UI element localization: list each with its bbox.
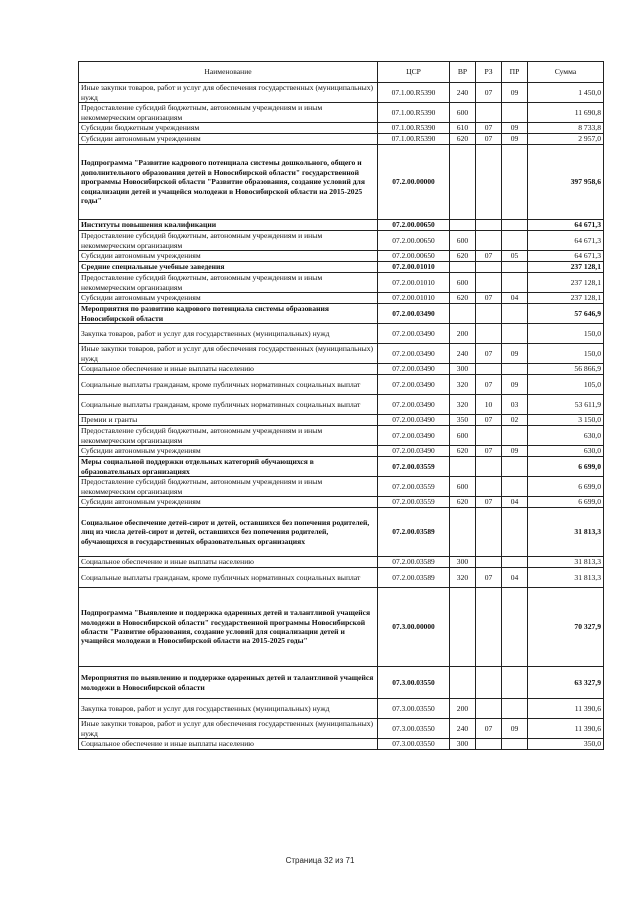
cell-pr (502, 667, 528, 699)
cell-vr (450, 508, 476, 557)
cell-name: Субсидии автономным учреждениям (79, 446, 378, 457)
cell-sum: 105,0 (528, 375, 604, 395)
cell-sum: 53 611,9 (528, 395, 604, 415)
header-name: Наименование (79, 62, 378, 83)
cell-vr: 600 (450, 426, 476, 446)
cell-vr: 620 (450, 251, 476, 262)
table-row (79, 497, 604, 508)
cell-name: Иные закупки товаров, работ и услуг для обеспечения государственных (муниципальных) нужд (79, 719, 378, 739)
cell-vr: 240 (450, 719, 476, 739)
table-row (79, 344, 604, 364)
cell-csr: 07.2.00.03490 (378, 304, 450, 324)
cell-vr (450, 304, 476, 324)
table-row (79, 415, 604, 426)
cell-pr: 03 (502, 395, 528, 415)
budget-document (78, 61, 603, 750)
cell-name: Иные закупки товаров, работ и услуг для обеспечения государственных (муниципальных) нужд (79, 344, 378, 364)
cell-pr: 02 (502, 415, 528, 426)
cell-vr: 320 (450, 375, 476, 395)
table-body (79, 83, 604, 750)
cell-rz (476, 739, 502, 750)
cell-csr: 07.2.00.03559 (378, 457, 450, 477)
cell-vr: 300 (450, 739, 476, 750)
cell-rz: 07 (476, 446, 502, 457)
cell-sum: 11 390,6 (528, 699, 604, 719)
cell-vr: 620 (450, 134, 476, 145)
cell-rz: 07 (476, 251, 502, 262)
cell-rz (476, 667, 502, 699)
cell-pr: 09 (502, 375, 528, 395)
cell-sum: 397 958,6 (528, 145, 604, 220)
cell-sum: 237 128,1 (528, 273, 604, 293)
cell-rz: 07 (476, 415, 502, 426)
cell-csr: 07.2.00.03589 (378, 557, 450, 568)
cell-pr: 04 (502, 568, 528, 588)
cell-name: Закупка товаров, работ и услуг для государственных (муниципальных) нужд (79, 324, 378, 344)
cell-rz (476, 273, 502, 293)
cell-pr (502, 103, 528, 123)
table-row (79, 273, 604, 293)
cell-pr (502, 231, 528, 251)
cell-pr (502, 699, 528, 719)
header-vr: ВР (450, 62, 476, 83)
cell-rz: 07 (476, 497, 502, 508)
cell-name: Социальные выплаты гражданам, кроме публичных нормативных социальных выплат (79, 375, 378, 395)
cell-rz (476, 477, 502, 497)
cell-vr: 350 (450, 415, 476, 426)
cell-vr: 620 (450, 446, 476, 457)
cell-vr: 240 (450, 83, 476, 103)
cell-sum: 350,0 (528, 739, 604, 750)
cell-csr: 07.1.00.R5390 (378, 123, 450, 134)
cell-pr: 05 (502, 251, 528, 262)
cell-pr (502, 262, 528, 273)
table-row (79, 739, 604, 750)
cell-pr (502, 273, 528, 293)
table-row (79, 251, 604, 262)
table-row (79, 364, 604, 375)
cell-vr: 600 (450, 273, 476, 293)
cell-name: Социальные выплаты гражданам, кроме публичных нормативных социальных выплат (79, 395, 378, 415)
cell-name: Субсидии автономным учреждениям (79, 293, 378, 304)
cell-sum: 630,0 (528, 426, 604, 446)
cell-sum: 64 671,3 (528, 220, 604, 231)
cell-pr: 09 (502, 344, 528, 364)
table-row (79, 667, 604, 699)
cell-rz: 07 (476, 293, 502, 304)
cell-sum: 630,0 (528, 446, 604, 457)
cell-csr: 07.1.00.R5390 (378, 103, 450, 123)
table-row (79, 134, 604, 145)
cell-pr (502, 364, 528, 375)
cell-csr: 07.1.00.R5390 (378, 134, 450, 145)
cell-csr: 07.3.00.00000 (378, 588, 450, 667)
table-row (79, 426, 604, 446)
cell-name: Средние специальные учебные заведения (79, 262, 378, 273)
table-row (79, 395, 604, 415)
cell-pr: 04 (502, 497, 528, 508)
cell-name: Субсидии бюджетным учреждениям (79, 123, 378, 134)
table-row (79, 293, 604, 304)
cell-sum: 31 813,3 (528, 508, 604, 557)
cell-name: Социальное обеспечение и иные выплаты населению (79, 364, 378, 375)
cell-sum: 6 699,0 (528, 497, 604, 508)
cell-rz (476, 304, 502, 324)
cell-name: Субсидии автономным учреждениям (79, 497, 378, 508)
cell-name: Мероприятия по развитию кадрового потенциала системы образования Новосибирской области (79, 304, 378, 324)
cell-rz (476, 231, 502, 251)
table-row (79, 557, 604, 568)
cell-csr: 07.2.00.03490 (378, 375, 450, 395)
cell-vr: 240 (450, 344, 476, 364)
cell-rz (476, 262, 502, 273)
cell-pr (502, 426, 528, 446)
cell-name: Субсидии автономным учреждениям (79, 251, 378, 262)
table-row (79, 103, 604, 123)
cell-name: Премии и гранты (79, 415, 378, 426)
cell-vr: 300 (450, 364, 476, 375)
cell-vr: 620 (450, 293, 476, 304)
cell-csr: 07.2.00.00650 (378, 251, 450, 262)
cell-vr (450, 588, 476, 667)
cell-rz: 07 (476, 83, 502, 103)
cell-pr (502, 508, 528, 557)
cell-csr: 07.2.00.00000 (378, 145, 450, 220)
cell-sum: 64 671,3 (528, 251, 604, 262)
cell-sum: 56 866,9 (528, 364, 604, 375)
table-row (79, 719, 604, 739)
cell-rz: 07 (476, 568, 502, 588)
cell-vr: 610 (450, 123, 476, 134)
cell-rz (476, 145, 502, 220)
cell-name: Социальное обеспечение и иные выплаты населению (79, 739, 378, 750)
cell-sum: 31 813,3 (528, 568, 604, 588)
cell-rz: 10 (476, 395, 502, 415)
cell-sum: 70 327,9 (528, 588, 604, 667)
table-row (79, 375, 604, 395)
cell-rz: 07 (476, 375, 502, 395)
table-row (79, 145, 604, 220)
cell-name: Мероприятия по выявлению и поддержке одаренных детей и талантливой учащейся молодежи в Новосибирской области (79, 667, 378, 699)
cell-vr: 600 (450, 477, 476, 497)
cell-name: Предоставление субсидий бюджетным, автономным учреждениям и иным некоммерческим организациям (79, 273, 378, 293)
table-row (79, 304, 604, 324)
cell-rz (476, 557, 502, 568)
cell-sum: 6 699,0 (528, 477, 604, 497)
cell-rz (476, 508, 502, 557)
cell-pr: 09 (502, 123, 528, 134)
cell-sum: 150,0 (528, 344, 604, 364)
table-header (79, 62, 604, 83)
cell-sum: 3 150,0 (528, 415, 604, 426)
cell-csr: 07.2.00.00650 (378, 220, 450, 231)
cell-pr (502, 739, 528, 750)
cell-sum: 8 733,8 (528, 123, 604, 134)
cell-name: Иные закупки товаров, работ и услуг для обеспечения государственных (муниципальных) нужд (79, 83, 378, 103)
cell-rz (476, 220, 502, 231)
cell-sum: 11 390,6 (528, 719, 604, 739)
cell-csr: 07.2.00.03589 (378, 568, 450, 588)
cell-csr: 07.3.00.03550 (378, 739, 450, 750)
cell-vr (450, 262, 476, 273)
cell-pr (502, 457, 528, 477)
cell-csr: 07.2.00.01010 (378, 273, 450, 293)
cell-csr: 07.2.00.03490 (378, 415, 450, 426)
cell-pr: 09 (502, 134, 528, 145)
cell-sum: 237 128,1 (528, 293, 604, 304)
page-number: Страница 32 из 71 (285, 856, 355, 865)
cell-csr: 07.2.00.03589 (378, 508, 450, 557)
cell-vr (450, 145, 476, 220)
cell-csr: 07.2.00.03490 (378, 324, 450, 344)
cell-name: Подпрограмма "Выявление и поддержка одаренных детей и талантливой учащейся молодежи в Новосибирской области" государственной программы Новосибирской области "Развитие образования, создание условий для социализации детей и учащейся молодежи в Новосибирской области на 2015-2025 годы" (79, 588, 378, 667)
cell-sum: 11 690,8 (528, 103, 604, 123)
cell-pr: 09 (502, 446, 528, 457)
header-rz: РЗ (476, 62, 502, 83)
cell-csr: 07.2.00.03490 (378, 426, 450, 446)
cell-pr (502, 324, 528, 344)
cell-rz (476, 588, 502, 667)
cell-sum: 57 646,9 (528, 304, 604, 324)
table-row (79, 508, 604, 557)
cell-vr: 320 (450, 395, 476, 415)
cell-csr: 07.3.00.03550 (378, 699, 450, 719)
table-row (79, 568, 604, 588)
cell-pr (502, 557, 528, 568)
cell-csr: 07.3.00.03550 (378, 667, 450, 699)
cell-pr (502, 588, 528, 667)
cell-csr: 07.2.00.00650 (378, 231, 450, 251)
cell-name: Предоставление субсидий бюджетным, автономным учреждениям и иным некоммерческим организациям (79, 103, 378, 123)
cell-sum: 6 699,0 (528, 457, 604, 477)
cell-name: Социальные выплаты гражданам, кроме публичных нормативных социальных выплат (79, 568, 378, 588)
cell-vr (450, 220, 476, 231)
cell-rz (476, 103, 502, 123)
table-row (79, 457, 604, 477)
table-row (79, 588, 604, 667)
cell-rz (476, 457, 502, 477)
cell-pr: 09 (502, 83, 528, 103)
cell-name: Закупка товаров, работ и услуг для государственных (муниципальных) нужд (79, 699, 378, 719)
cell-vr: 600 (450, 231, 476, 251)
cell-vr: 620 (450, 497, 476, 508)
cell-vr: 200 (450, 699, 476, 719)
table-row (79, 446, 604, 457)
cell-csr: 07.2.00.03559 (378, 477, 450, 497)
table-row (79, 220, 604, 231)
cell-csr: 07.2.00.03490 (378, 395, 450, 415)
cell-pr (502, 220, 528, 231)
cell-csr: 07.2.00.03490 (378, 446, 450, 457)
cell-name: Предоставление субсидий бюджетным, автономным учреждениям и иным некоммерческим организациям (79, 477, 378, 497)
cell-rz: 07 (476, 719, 502, 739)
cell-pr (502, 477, 528, 497)
cell-vr (450, 667, 476, 699)
cell-rz: 07 (476, 123, 502, 134)
cell-rz (476, 699, 502, 719)
cell-rz (476, 364, 502, 375)
cell-csr: 07.3.00.03550 (378, 719, 450, 739)
cell-vr (450, 457, 476, 477)
cell-name: Предоставление субсидий бюджетным, автономным учреждениям и иным некоммерческим организациям (79, 426, 378, 446)
cell-rz (476, 324, 502, 344)
cell-name: Меры социальной поддержки отдельных категорий обучающихся в образовательных организациях (79, 457, 378, 477)
header-csr: ЦСР (378, 62, 450, 83)
cell-sum: 237 128,1 (528, 262, 604, 273)
cell-csr: 07.2.00.03490 (378, 344, 450, 364)
cell-rz: 07 (476, 134, 502, 145)
cell-name: Субсидии автономным учреждениям (79, 134, 378, 145)
cell-rz: 07 (476, 344, 502, 364)
cell-vr: 600 (450, 103, 476, 123)
cell-sum: 2 957,0 (528, 134, 604, 145)
table-row (79, 123, 604, 134)
cell-name: Подпрограмма "Развитие кадрового потенциала системы дошкольного, общего и дополнительного образования детей в Новосибирской области" государственной программы Новосибирской области "Развитие образования, создание условий для социализации детей и учащейся молодежи в Новосибирской области на 2015-2025 годы" (79, 145, 378, 220)
cell-csr: 07.2.00.03490 (378, 364, 450, 375)
header-pr: ПР (502, 62, 528, 83)
cell-sum: 150,0 (528, 324, 604, 344)
cell-sum: 64 671,3 (528, 231, 604, 251)
cell-pr (502, 304, 528, 324)
cell-csr: 07.2.00.01010 (378, 262, 450, 273)
cell-vr: 320 (450, 568, 476, 588)
cell-csr: 07.2.00.01010 (378, 293, 450, 304)
cell-name: Социальное обеспечение детей-сирот и детей, оставшихся без попечения родителей, лиц из числа детей-сирот и детей, оставшихся без попечения родителей, обучающихся в государственных образовательных организациях (79, 508, 378, 557)
table-row (79, 262, 604, 273)
cell-csr: 07.1.00.R5390 (378, 83, 450, 103)
header-sum: Сумма (528, 62, 604, 83)
budget-table (78, 61, 604, 750)
cell-pr: 09 (502, 719, 528, 739)
table-row (79, 324, 604, 344)
cell-pr: 04 (502, 293, 528, 304)
cell-pr (502, 145, 528, 220)
cell-sum: 31 813,3 (528, 557, 604, 568)
cell-sum: 1 450,0 (528, 83, 604, 103)
cell-csr: 07.2.00.03559 (378, 497, 450, 508)
table-row (79, 83, 604, 103)
cell-vr: 200 (450, 324, 476, 344)
cell-sum: 63 327,9 (528, 667, 604, 699)
cell-vr: 300 (450, 557, 476, 568)
cell-name: Институты повышения квалификации (79, 220, 378, 231)
table-row (79, 699, 604, 719)
table-row (79, 231, 604, 251)
cell-name: Предоставление субсидий бюджетным, автономным учреждениям и иным некоммерческим организациям (79, 231, 378, 251)
table-row (79, 477, 604, 497)
cell-name: Социальное обеспечение и иные выплаты населению (79, 557, 378, 568)
cell-rz (476, 426, 502, 446)
